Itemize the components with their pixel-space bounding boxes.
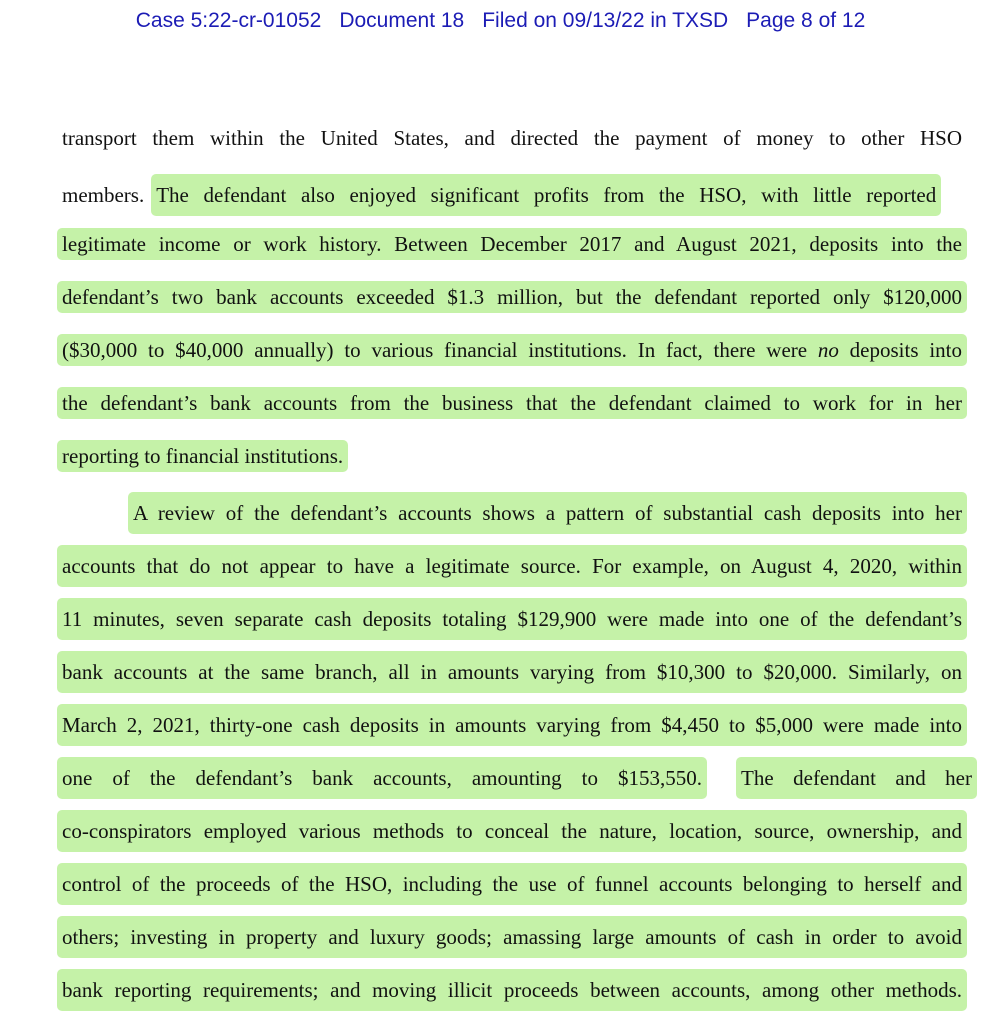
text-line (62, 439, 962, 473)
highlighted-text: one of the defendant’s bank accounts, amounting to $153,550. (57, 757, 707, 799)
highlighted-text: control of the proceeds of the HSO, including the use of funnel accounts belonging to herself and (57, 863, 967, 905)
highlighted-text: A review of the defendant’s accounts shows a pattern of substantial cash deposits into her (128, 492, 967, 534)
text-line (133, 492, 962, 526)
highlighted-text: accounts that do not appear to have a legitimate source. For example, on August 4, 2020, within (57, 545, 967, 587)
highlighted-text (57, 334, 967, 366)
case-number: Case 5:22-cr-01052 (135, 9, 322, 32)
highlighted-text: defendant’s two bank accounts exceeded $1.3 million, but the defendant reported only $120,000 (57, 281, 967, 313)
text-segment: members. (62, 183, 145, 207)
text-line (62, 810, 962, 844)
text-line (62, 651, 962, 685)
emphasis-text: no (817, 338, 839, 362)
text-line (62, 863, 962, 897)
text-line (62, 598, 962, 632)
text-segment: ($30,000 to $40,000 annually) to various financial institutions. In fact, there were (62, 338, 818, 362)
text-line (62, 174, 962, 208)
highlighted-text: co-conspirators employed various methods to conceal the nature, location, source, ownership, and (57, 810, 967, 852)
page-number: Page 8 of 12 (746, 9, 866, 32)
text-line (62, 227, 962, 261)
text-line (62, 704, 962, 738)
highlighted-text: The defendant also enjoyed significant profits from the HSO, with little reported (151, 174, 941, 216)
text-segment: deposits into (838, 338, 962, 362)
document-number: Document 18 (339, 9, 465, 32)
highlighted-text: The defendant and her (736, 757, 977, 799)
text-line: transport them within the United States, and directed the payment of money to other HSO (62, 126, 962, 150)
document-header (0, 6, 1001, 36)
text-line (62, 386, 962, 420)
text-line (62, 280, 962, 314)
highlighted-text: the defendant’s bank accounts from the business that the defendant claimed to work for in her (57, 387, 967, 419)
highlighted-text: bank accounts at the same branch, all in amounts varying from $10,300 to $20,000. Similarly, on (57, 651, 967, 693)
text-line (62, 916, 962, 950)
highlighted-text: bank reporting requirements; and moving illicit proceeds between accounts, among other methods. (57, 969, 967, 1011)
text-line (62, 969, 962, 1003)
highlighted-text: legitimate income or work history. Between December 2017 and August 2021, deposits into the (57, 228, 967, 260)
text-line (62, 333, 962, 367)
highlighted-text: others; investing in property and luxury goods; amassing large amounts of cash in order to avoid (57, 916, 967, 958)
text-line (62, 545, 962, 579)
highlighted-text: 11 minutes, seven separate cash deposits totaling $129,900 were made into one of the defendant’s (57, 598, 967, 640)
text-line (62, 757, 972, 791)
filed-info: Filed on 09/13/22 in TXSD (482, 9, 729, 32)
highlighted-text: reporting to financial institutions. (57, 440, 348, 472)
highlighted-text: March 2, 2021, thirty-one cash deposits in amounts varying from $4,450 to $5,000 were made into (57, 704, 967, 746)
